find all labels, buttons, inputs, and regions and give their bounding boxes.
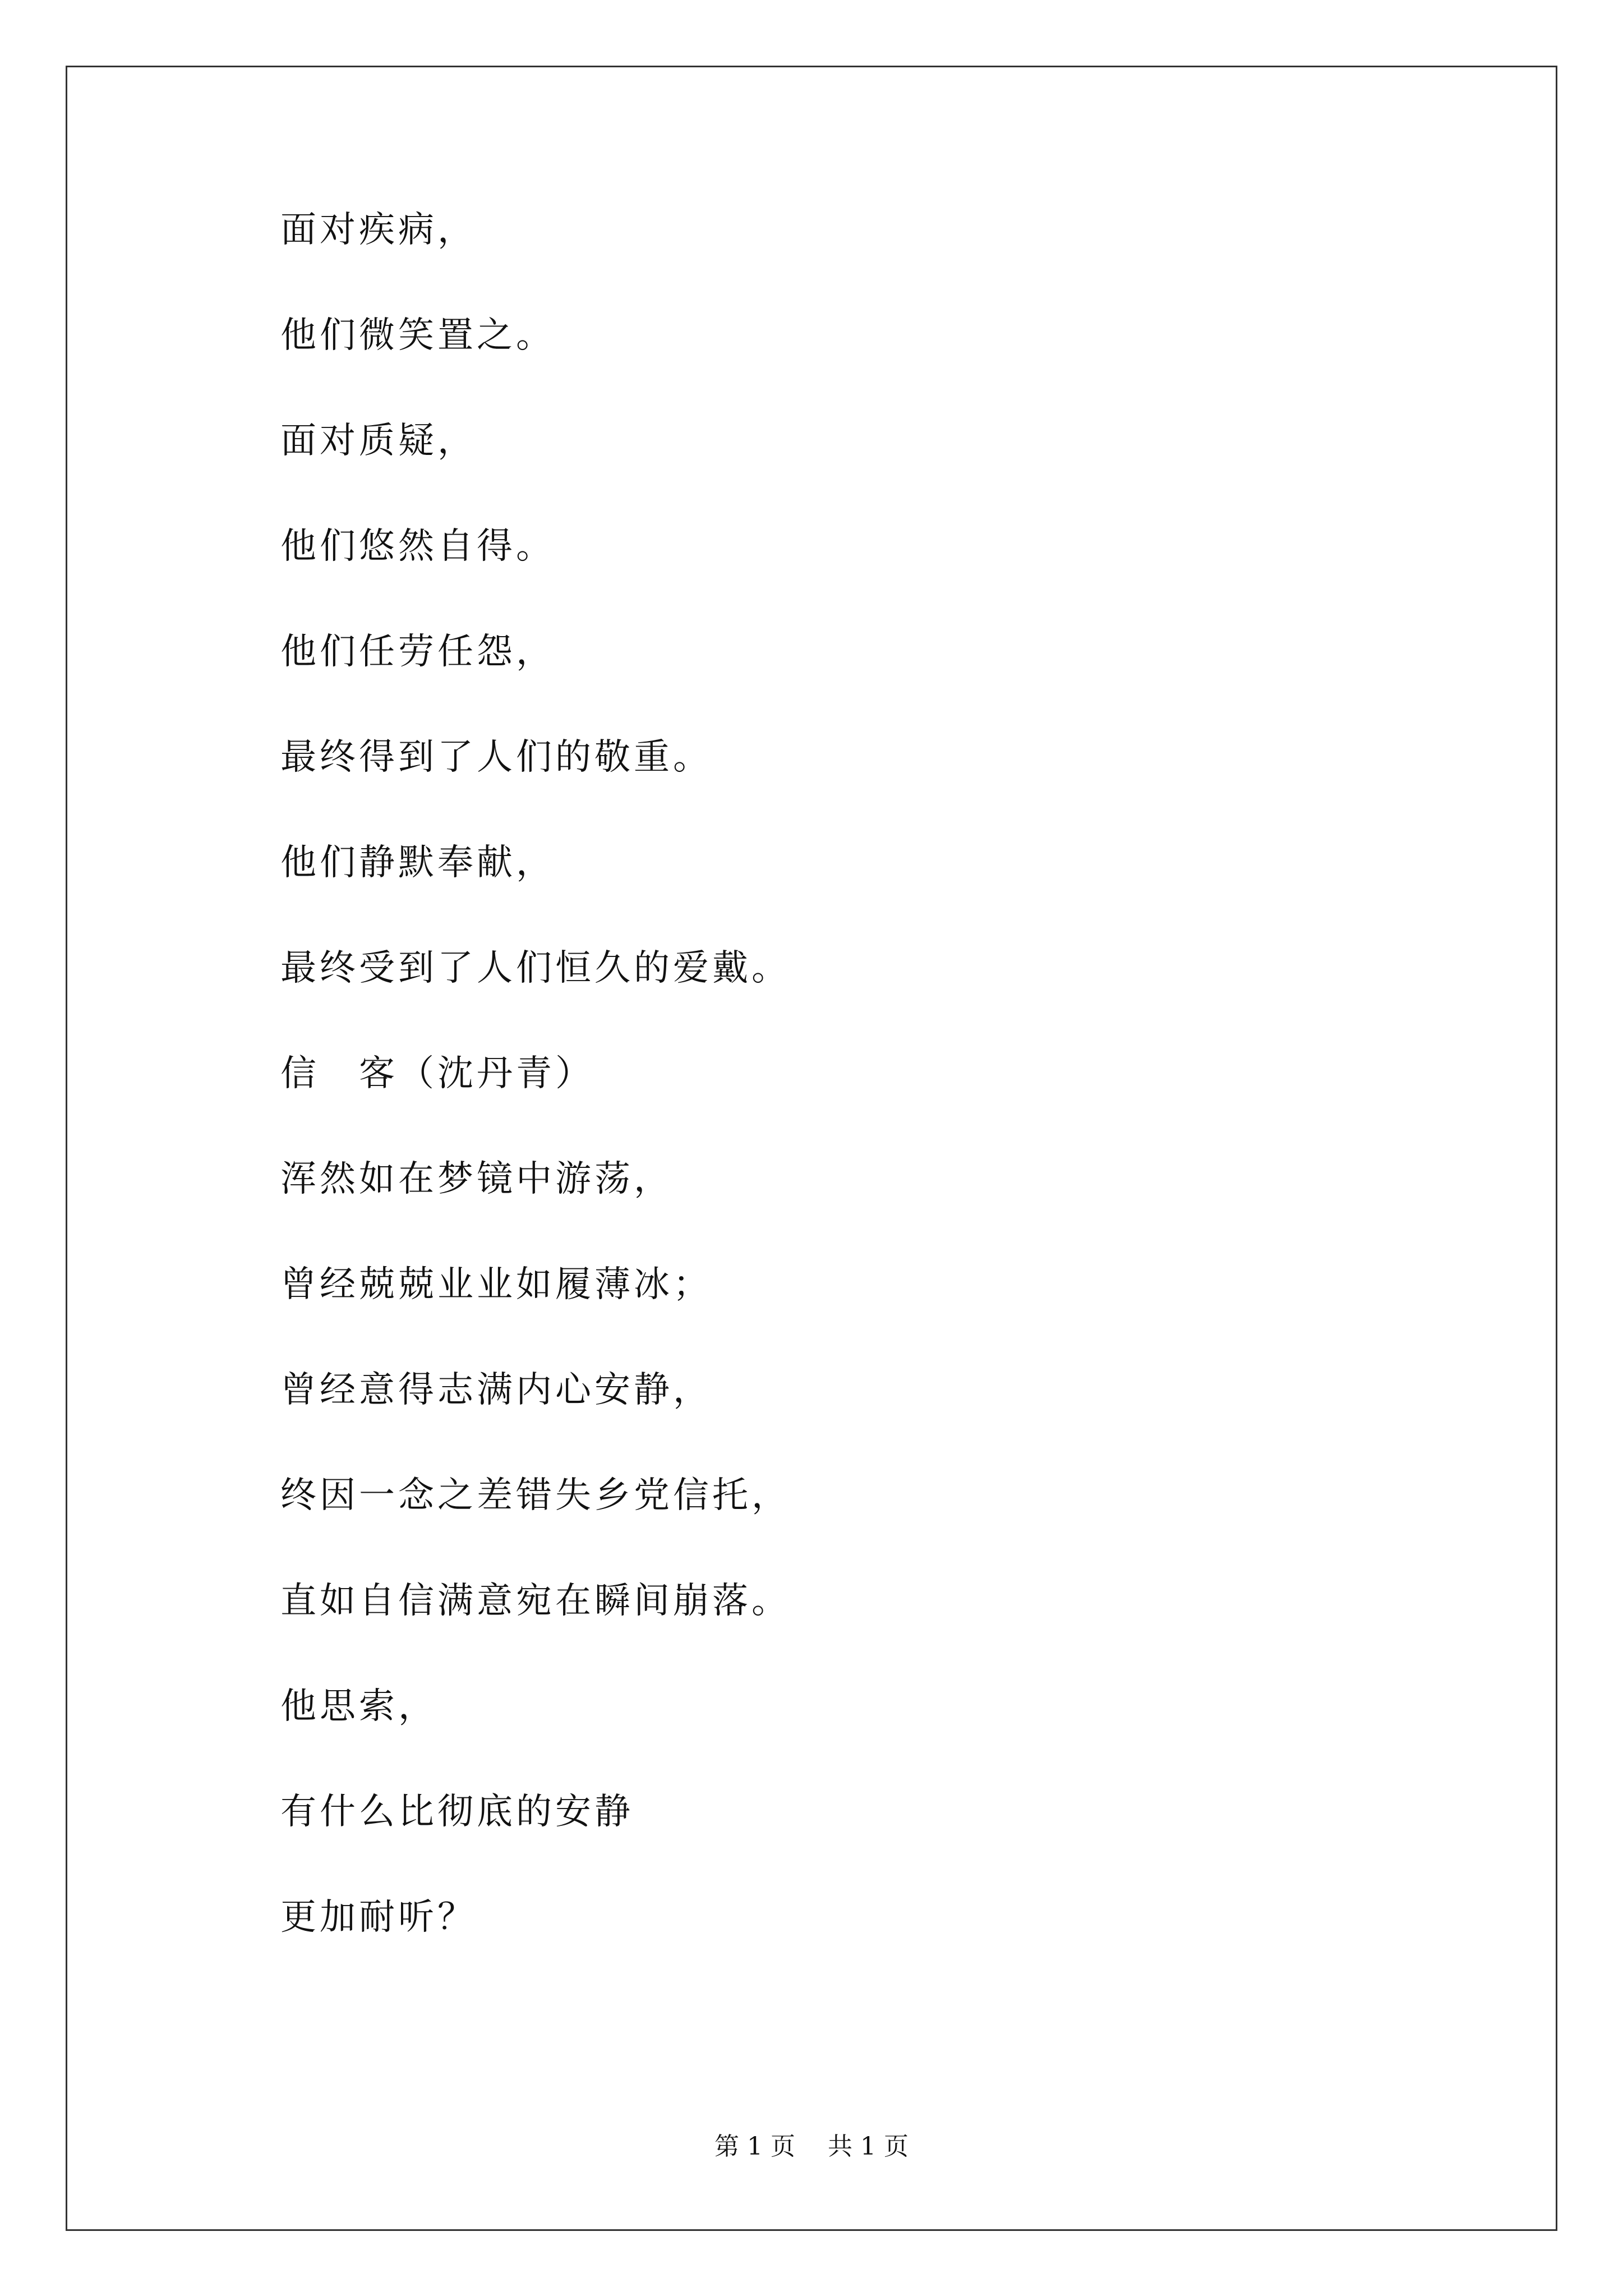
poem-line: 直如自信满意宛在瞬间崩落。 [280,1580,791,1622]
poem-line: 终因一念之差错失乡党信托， [280,1475,791,1516]
page-number-footer: 第 1 页 共 1 页 [714,2132,909,2161]
poem-line: 面对疾病， [280,209,477,251]
poem-line: 有什么比彻底的安静 [280,1791,634,1833]
poem-line: 更加耐听？ [280,1897,477,1938]
poem-subtitle: 信 客（沈丹青） [280,1053,594,1094]
poem-line: 最终受到了人们恒久的爱戴。 [280,947,791,989]
poem-body [280,208,1514,2000]
poem-line: 他思索， [280,1686,437,1727]
poem-line: 他们任劳任怨， [280,631,555,673]
poem-line: 浑然如在梦镜中游荡， [280,1158,673,1200]
poem-line: 曾经兢兢业业如履薄冰； [280,1264,712,1305]
poem-line: 他们静默奉献， [280,842,555,884]
poem-line: 面对质疑， [280,420,477,462]
poem-line: 他们微笑置之。 [280,315,555,356]
poem-line: 最终得到了人们的敬重。 [280,737,712,778]
poem-line: 他们悠然自得。 [280,526,555,567]
poem-line: 曾经意得志满内心安静， [280,1369,712,1411]
